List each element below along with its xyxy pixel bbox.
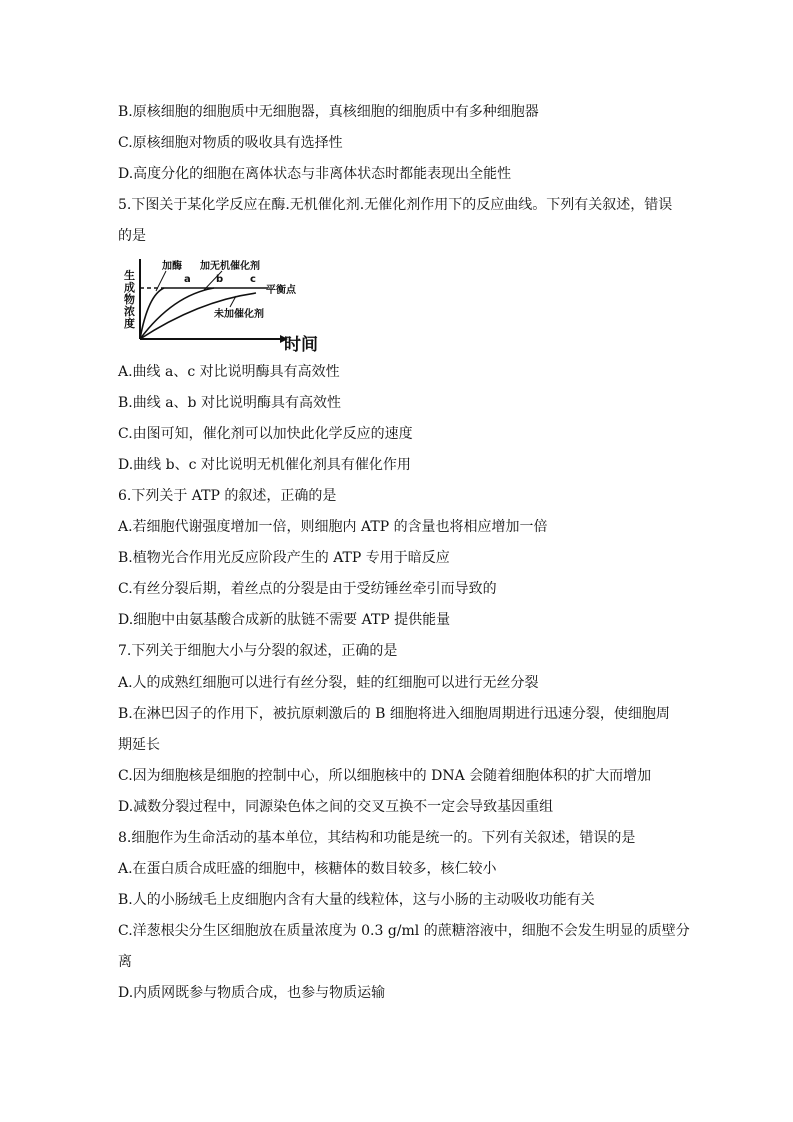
q5-option-b: B.曲线 a、b 对比说明酶具有高效性	[118, 395, 341, 411]
y-label-char: 生	[124, 269, 135, 282]
q5-option-d: D.曲线 b、c 对比说明无机催化剂具有催化作用	[118, 457, 411, 473]
q4-option-d: D.高度分化的细胞在离体状态与非离体状态时都能表现出全能性	[118, 166, 512, 182]
q8-option-d: D.内质网既参与物质合成，也参与物质运输	[118, 985, 386, 1001]
reaction-curve-diagram	[118, 255, 338, 355]
curve-a-label: a	[184, 274, 191, 285]
y-label-char: 物	[124, 293, 135, 306]
y-label-char: 度	[124, 317, 135, 330]
q7-option-d: D.减数分裂过程中，同源染色体之间的交叉互换不一定会导致基因重组	[118, 799, 554, 815]
q6-stem: 6.下列关于 ATP 的叙述，正确的是	[118, 488, 337, 504]
q6-option-b: B.植物光合作用光反应阶段产生的 ATP 专用于暗反应	[118, 550, 450, 566]
curve-c-label: c	[250, 274, 256, 285]
reaction-curve-figure	[118, 255, 338, 355]
q6-option-d: D.细胞中由氨基酸合成新的肽链不需要 ATP 提供能量	[118, 612, 451, 628]
q6-option-a: A.若细胞代谢强度增加一倍，则细胞内 ATP 的含量也将相应增加一倍	[118, 519, 548, 535]
q8-option-a: A.在蛋白质合成旺盛的细胞中，核糖体的数目较多，核仁较小	[118, 861, 497, 877]
q5-stem-line1: 5.下图关于某化学反应在酶.无机催化剂.无催化剂作用下的反应曲线。下列有关叙述，错误	[118, 197, 673, 213]
x-label: 时间	[284, 335, 318, 355]
curve-b-label: b	[216, 274, 224, 285]
q6-option-c: C.有丝分裂后期，着丝点的分裂是由于受纺锤丝牵引而导致的	[118, 581, 497, 597]
q4-option-c: C.原核细胞对物质的吸收具有选择性	[118, 135, 343, 151]
no-catalyst-label: 未加催化剂	[214, 309, 264, 320]
q8-stem: 8.细胞作为生命活动的基本单位，其结构和功能是统一的。下列有关叙述，错误的是	[118, 830, 636, 846]
equilibrium-label: 平衡点	[266, 285, 296, 296]
y-label-char: 浓	[124, 305, 135, 318]
q8-option-c-line1: C.洋葱根尖分生区细胞放在质量浓度为 0.3 g/ml 的蔗糖溶液中，细胞不会发生明显的质壁分	[118, 923, 690, 939]
inorganic-label: 加无机催化剂	[200, 261, 260, 272]
enzyme-label: 加酶	[162, 261, 182, 272]
q8-option-c-line2: 离	[118, 954, 132, 970]
q7-option-b-line2: 期延长	[118, 737, 160, 753]
q7-option-c: C.因为细胞核是细胞的控制中心，所以细胞核中的 DNA 会随着细胞体积的扩大而增加	[118, 768, 652, 784]
q4-option-b: B.原核细胞的细胞质中无细胞器，真核细胞的细胞质中有多种细胞器	[118, 104, 539, 120]
q7-option-b-line1: B.在淋巴因子的作用下，被抗原刺激后的 B 细胞将进入细胞周期进行迅速分裂，使细胞周	[118, 706, 670, 722]
q5-stem-line2: 的是	[118, 228, 146, 244]
q5-option-a: A.曲线 a、c 对比说明酶具有高效性	[118, 364, 340, 380]
q7-stem: 7.下列关于细胞大小与分裂的叙述，正确的是	[118, 643, 398, 659]
q5-option-c: C.由图可知，催化剂可以加快此化学反应的速度	[118, 426, 413, 442]
q8-option-b: B.人的小肠绒毛上皮细胞内含有大量的线粒体，这与小肠的主动吸收功能有关	[118, 892, 595, 908]
q7-option-a: A.人的成熟红细胞可以进行有丝分裂，蛙的红细胞可以进行无丝分裂	[118, 675, 539, 691]
y-label-char: 成	[124, 281, 135, 294]
